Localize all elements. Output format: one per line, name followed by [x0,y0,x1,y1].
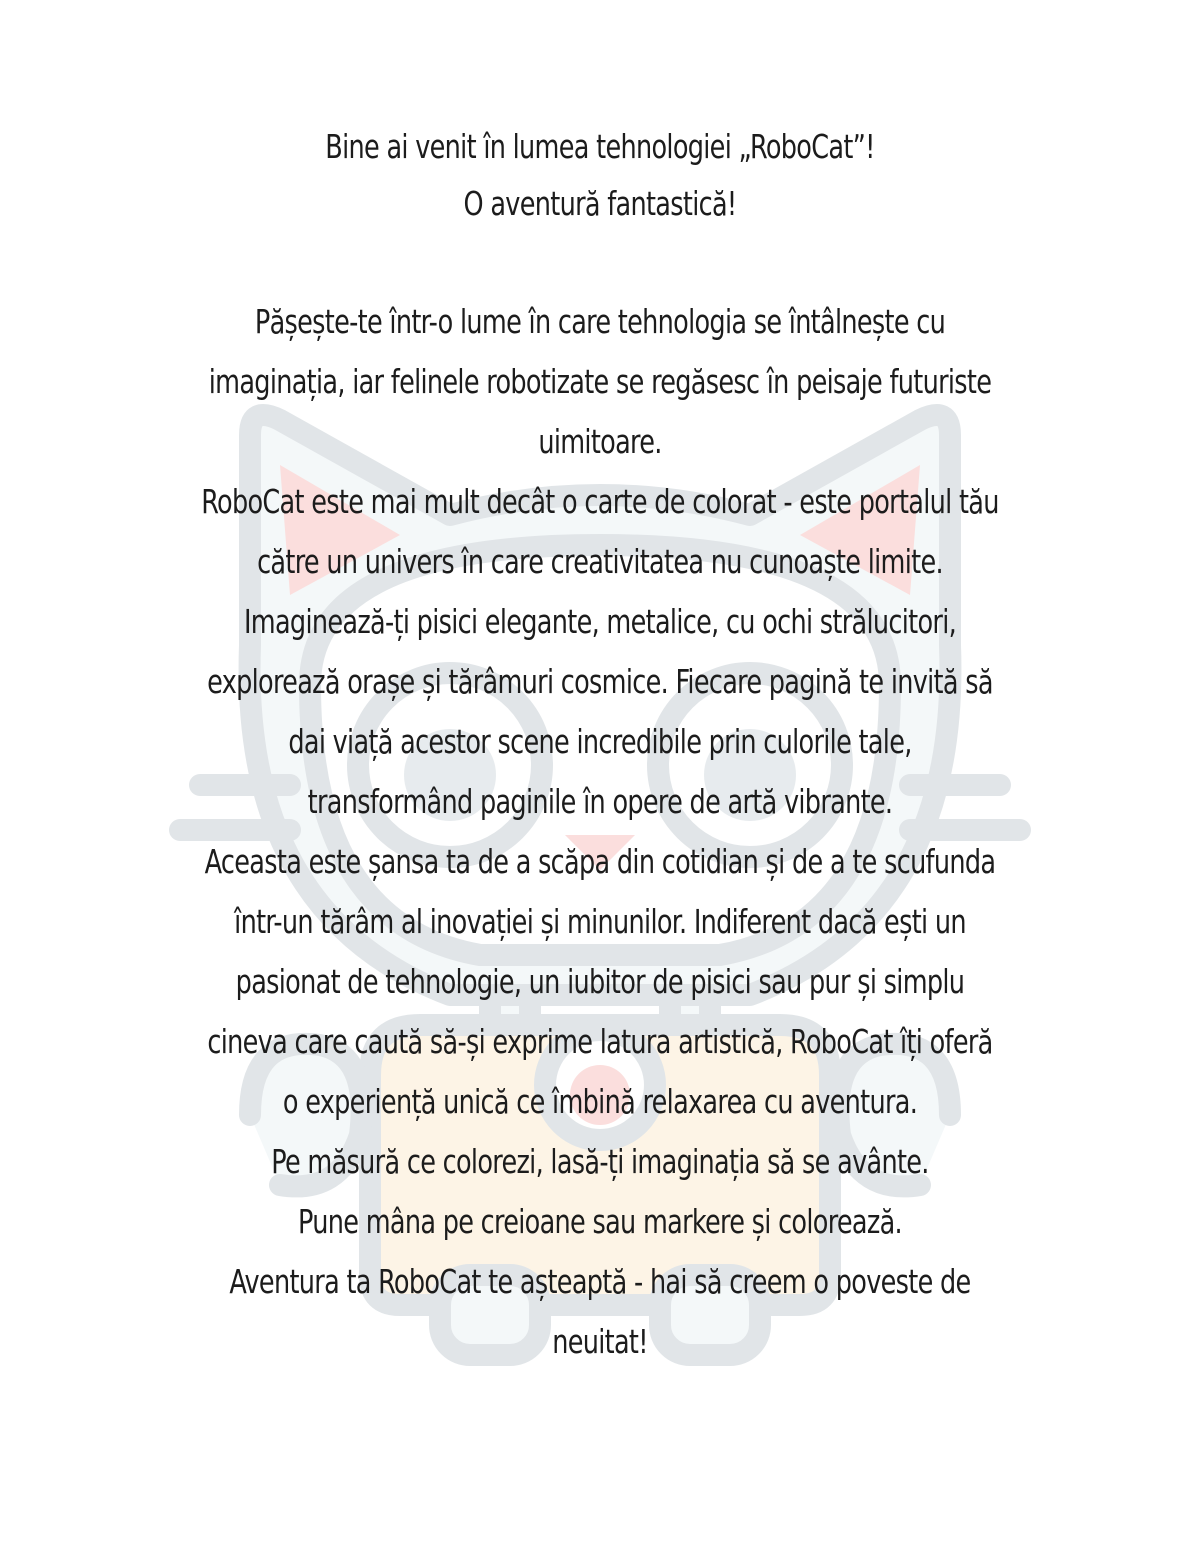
body-line: Pășește-te într-o lume în care tehnologia se întâlnește cu [254,302,946,341]
body-line: transformând paginile în opere de artă vibrante. [307,782,893,821]
title-line-1: Bine ai venit în lumea tehnologiei „RoboCat”! [325,127,875,166]
body-line: RoboCat este mai mult decât o carte de colorat - este portalul tău [201,482,999,521]
body-line: uimitoare. [538,422,662,461]
body-line: explorează orașe și tărâmuri cosmice. Fiecare pagină te invită să [207,662,993,701]
body-line: neuitat! [552,1322,648,1361]
body-line: Imaginează-ți pisici elegante, metalice, cu ochi strălucitori, [243,602,957,641]
body-line: Aventura ta RoboCat te așteaptă - hai să creem o poveste de [229,1262,971,1301]
body-line: dai viață acestor scene incredibile prin culorile tale, [288,722,912,761]
body-line: o experiență unică ce îmbină relaxarea cu aventura. [282,1082,918,1121]
body-line: Pe măsură ce colorezi, lasă-ți imaginația să se avânte. [271,1142,929,1181]
body-line: Aceasta este șansa ta de a scăpa din cotidian și de a te scufunda [204,842,996,881]
body-line: Pune mâna pe creioane sau markere și colorează. [298,1202,902,1241]
document-text [153,118,1047,1372]
body-line: pasionat de tehnologie, un iubitor de pisici sau pur și simplu [235,962,965,1001]
paragraph-spacer [153,232,1047,292]
body-line: imaginația, iar felinele robotizate se regăsesc în peisaje futuriste [208,362,992,401]
body-line: cineva care caută să-și exprime latura artistică, RoboCat îți oferă [207,1022,993,1061]
title-line-2: O aventură fantastică! [463,184,737,223]
body-line: către un univers în care creativitatea nu cunoaște limite. [257,542,943,581]
body-line: într-un tărâm al inovației și minunilor. Indiferent dacă ești un [234,902,966,941]
